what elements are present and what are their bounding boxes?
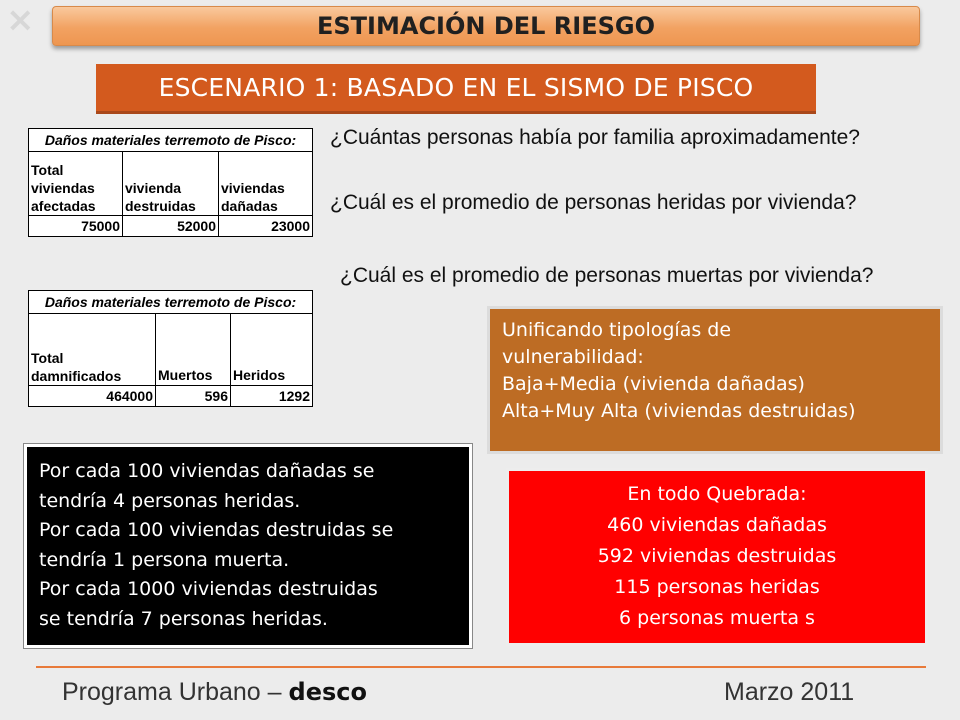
slide-title: ESTIMACIÓN DEL RIESGO: [52, 6, 920, 46]
summary-line: 115 personas heridas: [614, 576, 820, 598]
typology-line: Baja+Media (vivienda dañadas): [502, 373, 805, 395]
ratios-box: [24, 444, 472, 648]
table-cell: 75000: [29, 216, 123, 237]
table-cell: 1292: [231, 386, 313, 407]
typology-line: Alta+Muy Alta (viviendas destruidas): [502, 400, 856, 422]
quebrada-summary-box: [506, 468, 928, 646]
program-label: Programa Urbano –: [62, 678, 289, 706]
column-header: Muertos: [156, 314, 231, 386]
table-cell: 464000: [29, 386, 156, 407]
table-cell: 23000: [219, 216, 313, 237]
column-header: Total damnificados: [29, 314, 156, 386]
summary-line: 460 viviendas dañadas: [607, 514, 827, 536]
ratio-line: Por cada 100 viviendas dañadas se: [39, 460, 375, 482]
question-deaths-per-house: ¿Cuál es el promedio de personas muertas por vivienda?: [340, 264, 874, 287]
desco-logo-text: desco: [288, 678, 367, 706]
table-caption: Daños materiales terremoto de Pisco:: [29, 291, 313, 314]
summary-line: En todo Quebrada:: [627, 483, 807, 505]
ratio-line: tendría 1 persona muerta.: [39, 548, 290, 571]
typology-line: Unificando tipologías de: [502, 319, 732, 341]
column-header: vivienda destruidas: [123, 152, 219, 216]
summary-line: 592 viviendas destruidas: [597, 545, 837, 567]
column-header: Heridos: [231, 314, 313, 386]
question-family-size: ¿Cuántas personas había por familia aproximadamente?: [330, 126, 860, 149]
summary-line: 6 personas muerta s: [619, 607, 815, 629]
casualties-table: [28, 290, 313, 407]
column-header: Total viviendas afectadas: [29, 152, 123, 216]
housing-damage-table: [28, 128, 313, 237]
table-caption: Daños materiales terremoto de Pisco:: [29, 129, 313, 152]
table-cell: 596: [156, 386, 231, 407]
table-cell: 52000: [123, 216, 219, 237]
question-injured-per-house: ¿Cuál es el promedio de personas heridas por vivienda?: [330, 191, 857, 214]
ratio-line: tendría 4 personas heridas.: [39, 489, 301, 512]
typology-line: vulnerabilidad:: [502, 346, 644, 368]
footer-divider: [36, 666, 926, 668]
ratio-line: Por cada 100 viviendas destruidas se: [39, 519, 394, 541]
footer-date: Marzo 2011: [724, 678, 855, 706]
ratio-line: se tendría 7 personas heridas.: [39, 607, 328, 630]
scenario-banner: ESCENARIO 1: BASADO EN EL SISMO DE PISCO: [96, 64, 816, 114]
footer-program: [62, 678, 367, 707]
decorative-x-mark: ×: [6, 0, 35, 40]
ratio-line: Por cada 1000 viviendas destruidas: [39, 578, 378, 600]
column-header: viviendas dañadas: [219, 152, 313, 216]
typology-box: [487, 306, 943, 454]
